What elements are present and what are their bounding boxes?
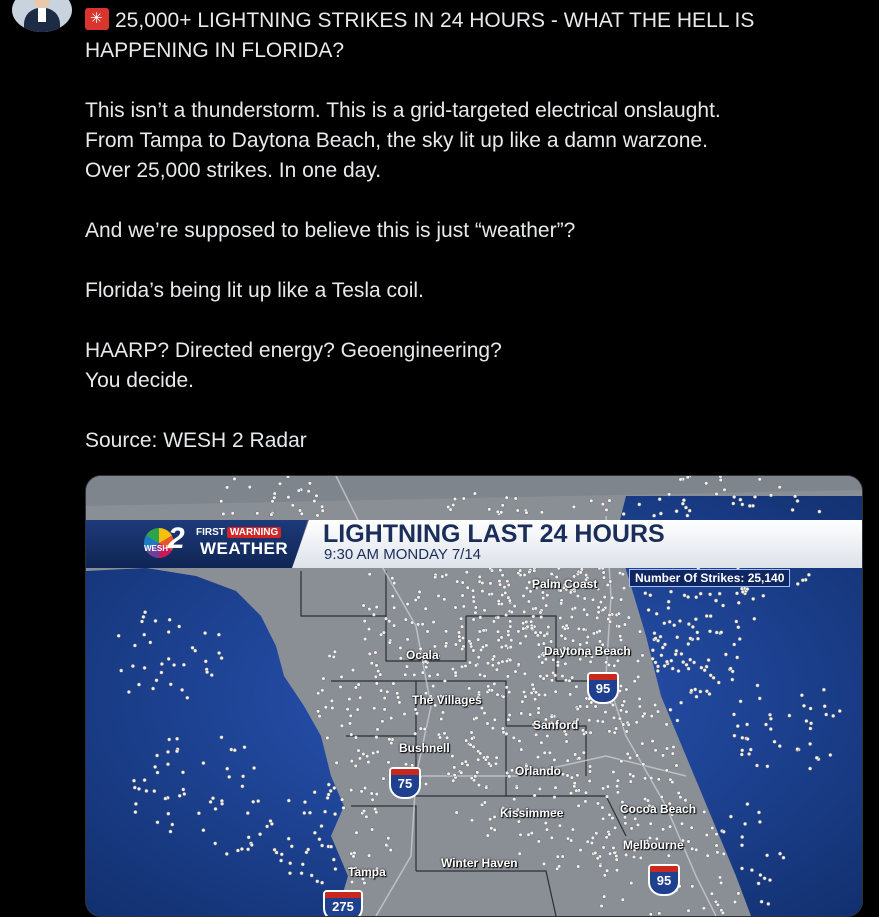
interstate-275-shield-icon: 275: [323, 890, 363, 917]
post-image[interactable]: [85, 475, 863, 917]
avatar-shirt: [38, 8, 46, 22]
post-title-line2: HAPPENING IN FLORIDA?: [85, 39, 345, 62]
strike-count-box: Number Of Strikes: 25,140: [629, 569, 790, 587]
city-label-orlando: Orlando: [515, 764, 562, 778]
rotating-light-icon: [85, 8, 109, 30]
post-paragraph-line: HAARP? Directed energy? Geoengineering?: [85, 339, 502, 362]
post-source: Source: WESH 2 Radar: [85, 429, 307, 452]
graphic-timestamp: 9:30 AM MONDAY 7/14: [324, 546, 482, 563]
post-body: [85, 6, 825, 456]
city-label-cocoa-beach: Cocoa Beach: [620, 802, 697, 816]
post-paragraph-line: You decide.: [85, 369, 194, 392]
city-label-melbourne: Melbourne: [623, 838, 684, 852]
post-title: [85, 6, 825, 36]
warning-text: WARNING: [227, 527, 281, 538]
city-label-palm-coast: Palm Coast: [532, 577, 598, 591]
first-text: FIRST: [196, 527, 225, 538]
interstate-95-shield-icon: 95: [587, 672, 619, 704]
city-label-bushnell: Bushnell: [399, 741, 450, 755]
city-label-kissimmee: Kissimmee: [500, 806, 564, 820]
post-paragraph: And we’re supposed to believe this is just “weather”?: [85, 219, 576, 242]
graphic-headline: LIGHTNING LAST 24 HOURS: [323, 520, 665, 548]
first-warning-label: [196, 527, 281, 538]
city-label-the-villages: The Villages: [412, 693, 482, 707]
post-title-line1: 25,000+ LIGHTNING STRIKES IN 24 HOURS - WHAT THE HELL IS: [115, 9, 755, 32]
station-number: 2: [168, 522, 185, 555]
author-avatar[interactable]: [12, 0, 72, 32]
city-label-tampa: Tampa: [348, 865, 386, 879]
station-name: WESH: [144, 544, 168, 553]
city-label-daytona-beach: Daytona Beach: [544, 644, 631, 658]
city-label-sanford: Sanford: [533, 718, 579, 732]
weather-label: WEATHER: [200, 539, 289, 558]
interstate-95-south-shield-icon: 95: [648, 864, 680, 896]
post-paragraph: Florida’s being lit up like a Tesla coil.: [85, 279, 424, 302]
city-label-ocala: Ocala: [406, 648, 439, 662]
post-paragraph-line: From Tampa to Daytona Beach, the sky lit up like a damn warzone.: [85, 129, 708, 152]
avatar-face: [34, 0, 50, 8]
city-label-winter-haven: Winter Haven: [441, 856, 518, 870]
interstate-75-shield-icon: 75: [389, 767, 421, 799]
post-paragraph-line: This isn’t a thunderstorm. This is a grid-targeted electrical onslaught.: [85, 99, 721, 122]
post-paragraph-line: Over 25,000 strikes. In one day.: [85, 159, 382, 182]
